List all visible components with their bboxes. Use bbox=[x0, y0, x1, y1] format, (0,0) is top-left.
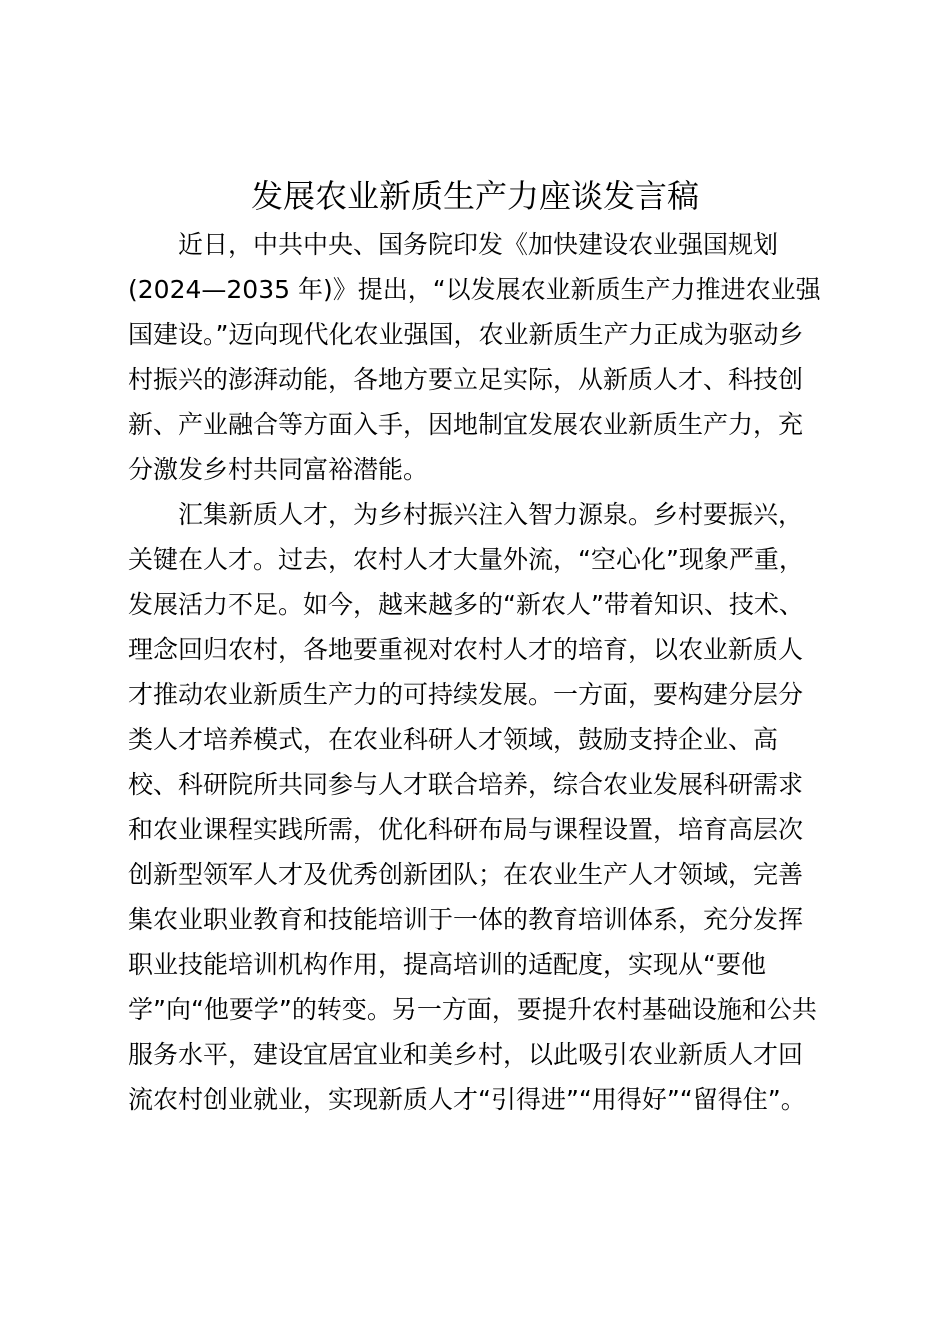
paragraph-2-line-9: 创新型领军人才及优秀创新团队；在农业生产人才领域，完善 bbox=[128, 860, 804, 889]
paragraph-1-line-2: (2024—2035 年)》提出，“以发展农业新质生产力推进农业强 bbox=[128, 275, 821, 304]
paragraph-2-line-12: 学”向“他要学”的转变。另一方面，要提升农村基础设施和公共 bbox=[128, 995, 817, 1024]
paragraph-1-line-5: 新、产业融合等方面入手，因地制宜发展农业新质生产力，充 bbox=[128, 410, 804, 439]
paragraph-2-line-8: 和农业课程实践所需，优化科研布局与课程设置，培育高层次 bbox=[128, 815, 804, 844]
paragraph-2-line-1: 汇集新质人才，为乡村振兴注入智力源泉。乡村要振兴， bbox=[128, 500, 804, 529]
paragraph-2-line-6: 类人才培养模式，在农业科研人才领域，鼓励支持企业、高 bbox=[128, 725, 779, 754]
page-title: 发展农业新质生产力座谈发言稿 bbox=[250, 177, 699, 215]
paragraph-2-line-10: 集农业职业教育和技能培训于一体的教育培训体系，充分发挥 bbox=[128, 905, 804, 934]
paragraph-1-line-4: 村振兴的澎湃动能，各地方要立足实际，从新质人才、科技创 bbox=[128, 365, 804, 394]
paragraph-2-line-4: 理念回归农村，各地要重视对农村人才的培育，以农业新质人 bbox=[128, 635, 804, 664]
paragraph-1-line-3: 国建设。”迈向现代化农业强国，农业新质生产力正成为驱动乡 bbox=[128, 320, 804, 349]
paragraph-2-line-11: 职业技能培训机构作用，提高培训的适配度，实现从“要他 bbox=[128, 950, 766, 979]
paragraph-2-line-5: 才推动农业新质生产力的可持续发展。一方面，要构建分层分 bbox=[128, 680, 804, 709]
paragraph-2-line-2: 关键在人才。过去，农村人才大量外流，“空心化”现象严重， bbox=[128, 545, 804, 574]
paragraph-1-line-1: 近日，中共中央、国务院印发《加快建设农业强国规划 bbox=[128, 230, 779, 259]
paragraph-1-line-6: 分激发乡村共同富裕潜能。 bbox=[128, 455, 429, 484]
paragraph-2-line-14: 流农村创业就业，实现新质人才“引得进”“用得好”“留得住”。 bbox=[128, 1085, 806, 1114]
paragraph-2-line-13: 服务水平，建设宜居宜业和美乡村，以此吸引农业新质人才回 bbox=[128, 1040, 804, 1069]
paragraph-2-line-7: 校、科研院所共同参与人才联合培养，综合农业发展科研需求 bbox=[128, 770, 804, 799]
paragraph-2-line-3: 发展活力不足。如今，越来越多的“新农人”带着知识、技术、 bbox=[128, 590, 804, 619]
